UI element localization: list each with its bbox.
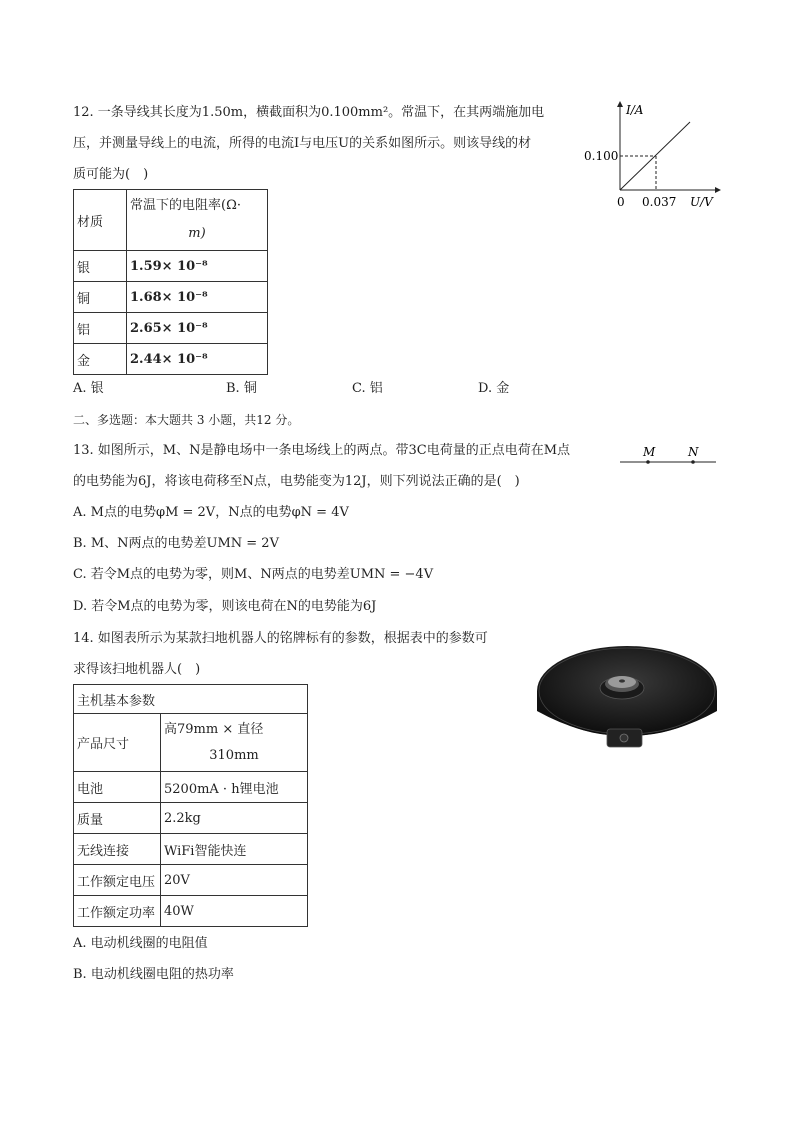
q14-option-b[interactable]: B. 电动机线圈电阻的热功率 [73, 967, 234, 982]
q12-option-c[interactable]: C. 铝 [352, 381, 383, 396]
robot-vacuum-image [532, 636, 722, 756]
table-row: 银 1.59× 10⁻⁸ [74, 251, 268, 282]
table-row: 产品尺寸 高79mm × 直径 310mm [74, 714, 308, 772]
q12-iu-graph [580, 100, 725, 215]
graph-xtick: 0.037 [642, 195, 677, 209]
q12-option-d[interactable]: D. 金 [478, 381, 510, 396]
q14-spec-table [73, 684, 308, 927]
graph-xlabel: U/V [690, 195, 713, 209]
table-row: 工作额定电压 20V [74, 865, 308, 896]
q12-line2: 压，并测量导线上的电流，所得的电流I与电压U的关系如图所示。则该导线的材 [73, 136, 532, 151]
q14-line2: 求得该扫地机器人( ) [73, 662, 201, 677]
q12-option-b[interactable]: B. 铜 [226, 381, 257, 396]
graph-origin: 0 [617, 195, 625, 209]
q12-resistivity-table [73, 189, 268, 375]
table-row: 金 2.44× 10⁻⁸ [74, 344, 268, 375]
q13-option-c[interactable]: C. 若令M点的电势为零，则M、N两点的电势差UMN = −4V [73, 567, 434, 582]
q13-option-b[interactable]: B. M、N两点的电势差UMN = 2V [73, 536, 279, 551]
q14-option-a[interactable]: A. 电动机线圈的电阻值 [73, 936, 208, 951]
q12-line3: 质可能为( ) [73, 167, 149, 182]
table-row: 质量 2.2kg [74, 803, 308, 834]
table-row: 工作额定功率 40W [74, 896, 308, 927]
table-row: 铜 1.68× 10⁻⁸ [74, 282, 268, 313]
graph-ytick: 0.100 [584, 149, 619, 163]
q13-line1: 13. 如图所示，M、N是静电场中一条电场线上的两点。带3C电荷量的正点电荷在M点 [73, 443, 571, 458]
label-n: N [688, 445, 699, 459]
q12-line1: 12. 一条导线其长度为1.50m，横截面积为0.100mm²。常温下，在其两端施加电 [73, 105, 545, 120]
spec-table-title: 主机基本参数 [74, 685, 308, 714]
label-m: M [643, 445, 656, 459]
table-row: 电池 5200mA · h锂电池 [74, 772, 308, 803]
table-row: 无线连接 WiFi智能快连 [74, 834, 308, 865]
section-heading: 二、多选题：本大题共 3 小题，共12 分。 [73, 413, 300, 427]
q12-option-a[interactable]: A. 银 [73, 381, 104, 396]
field-line-diagram [618, 442, 718, 472]
graph-ylabel: I/A [626, 103, 644, 117]
table-header-material: 材质 [74, 190, 127, 251]
q14-line1: 14. 如图表所示为某款扫地机器人的铭牌标有的参数，根据表中的参数可 [73, 631, 488, 646]
table-row: 铝 2.65× 10⁻⁸ [74, 313, 268, 344]
q13-line2: 的电势能为6J，将该电荷移至N点，电势能变为12J，则下列说法正确的是( ) [73, 474, 520, 489]
q13-option-d[interactable]: D. 若令M点的电势为零，则该电荷在N的电势能为6J [73, 599, 377, 614]
q13-option-a[interactable]: A. M点的电势φM = 2V，N点的电势φN = 4V [73, 505, 349, 520]
table-header-resistivity: 常温下的电阻率(Ω· m) [127, 190, 268, 251]
